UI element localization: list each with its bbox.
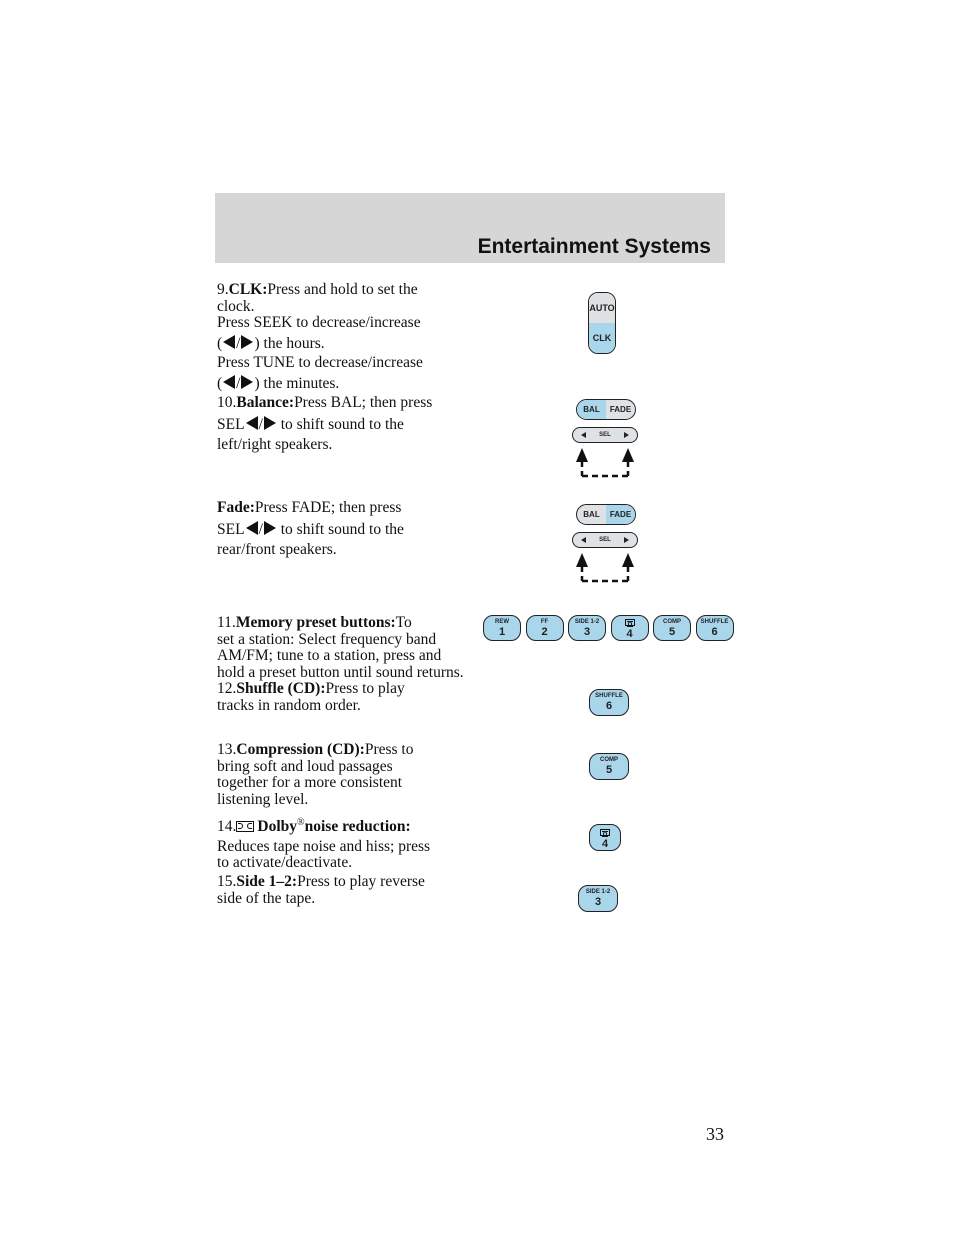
sel-right-mini-icon (624, 432, 629, 438)
side-paragraph: 15.Side 1–2:Press to play reverse side of the tape. (217, 873, 425, 907)
sel-left-mini-icon (581, 537, 586, 543)
preset-button-5: COMP 5 (653, 615, 691, 641)
seek-down-icon (223, 335, 235, 349)
bal-fade-graphic-fade: BAL FADE (576, 504, 636, 525)
tune-down-icon (223, 375, 235, 389)
side-button-graphic: SIDE 1-2 3 (578, 885, 618, 912)
memory-preset-paragraph: 11.Memory preset buttons:To set a station: Select frequency band AM/FM; tune to a station, press and hold a preset button until sound returns. (217, 614, 464, 681)
sel-left-mini-icon (581, 432, 586, 438)
sel-right-icon (264, 521, 276, 535)
dolby-button-graphic: 4 (589, 824, 621, 851)
preset-button-6: SHUFFLE 6 (696, 615, 734, 641)
page-number: 33 (706, 1124, 724, 1144)
dolby-icon (236, 821, 254, 832)
clk-title: CLK: (228, 281, 268, 298)
tune-up-icon (241, 375, 253, 389)
comp-button-graphic: COMP 5 (589, 753, 629, 780)
sel-right-icon (264, 416, 276, 430)
dolby-paragraph: 14. Dolby®noise reduction: Reduces tape noise and hiss; press to activate/deactivate. (217, 817, 431, 872)
balance-paragraph: 10.Balance:Press BAL; then press SEL / to shift sound to the left/right speakers. (217, 394, 433, 453)
shuffle-button-graphic: SHUFFLE 6 (589, 689, 629, 716)
preset-button-3: SIDE 1-2 3 (568, 615, 606, 641)
balance-arrows-diagram (572, 446, 638, 480)
dolby-mini-icon (625, 619, 635, 626)
bal-fade-graphic-balance: BAL FADE (576, 399, 636, 420)
sel-right-mini-icon (624, 537, 629, 543)
shuffle-paragraph: 12.Shuffle (CD):Press to play tracks in random order. (217, 680, 405, 714)
sel-graphic-balance: SEL (572, 427, 638, 443)
clk-paragraph: 9.CLK:Press and hold to set the clock. Press SEEK to decrease/increase ( / ) the hours. Press TUNE to decrease/increase ( / ) the minutes. (217, 281, 423, 392)
sel-left-icon (246, 416, 258, 430)
preset-button-1: REW 1 (483, 615, 521, 641)
fade-arrows-diagram (572, 551, 638, 585)
dolby-mini-icon (600, 829, 610, 836)
compression-paragraph: 13.Compression (CD):Press to bring soft and loud passages together for a more consistent listening level. (217, 741, 414, 808)
preset-button-4: 4 (611, 615, 649, 641)
preset-button-2: FF 2 (526, 615, 564, 641)
auto-label: AUTO (589, 293, 615, 323)
section-header (215, 193, 725, 263)
auto-clk-button-graphic (588, 292, 616, 354)
fade-paragraph: Fade:Press FADE; then press SEL / to shift sound to the rear/front speakers. (217, 499, 404, 558)
section-title: Entertainment Systems (477, 235, 711, 258)
seek-up-icon (241, 335, 253, 349)
clk-label: CLK (589, 323, 615, 353)
sel-left-icon (246, 521, 258, 535)
sel-graphic-fade: SEL (572, 532, 638, 548)
